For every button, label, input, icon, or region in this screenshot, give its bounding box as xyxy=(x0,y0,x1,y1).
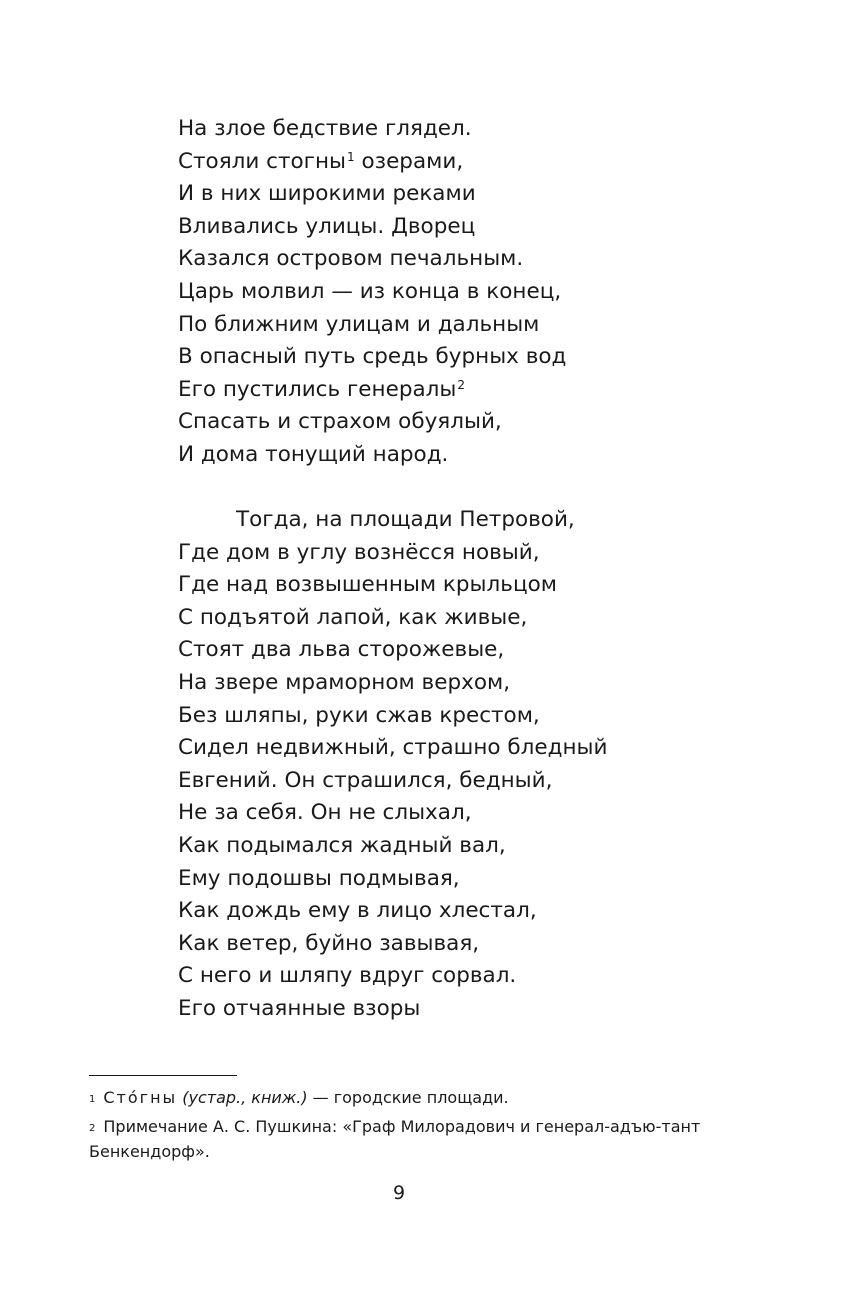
poem-line xyxy=(178,309,566,342)
footnote-1 xyxy=(89,1085,729,1110)
stanza-1 xyxy=(178,113,566,472)
footnote-term: Сто́гны xyxy=(103,1088,178,1107)
footnote-text: — городские площади. xyxy=(307,1088,509,1107)
poem-line xyxy=(178,602,607,635)
poem-line xyxy=(178,960,607,993)
poem-line-text: С подъятой лапой, как живые, xyxy=(178,604,528,630)
footnotes xyxy=(89,1085,729,1168)
poem-line xyxy=(178,797,607,830)
poem-line xyxy=(178,700,607,733)
poem-line-text: Сидел недвижный, страшно бледный xyxy=(178,735,608,761)
poem-line-text: В опасный путь средь бурных вод xyxy=(178,344,567,370)
poem-line-text: Евгений. Он страшился, бедный, xyxy=(178,767,553,793)
poem-line xyxy=(178,732,607,765)
poem-line-text: Тогда, на площади Петровой, xyxy=(236,507,575,532)
footnote-text: Примечание А. С. Пушкина: «Граф Милорадович и генерал-адъю-тант Бенкендорф». xyxy=(89,1117,701,1161)
poem-line xyxy=(178,406,566,439)
poem-line xyxy=(178,537,607,570)
poem-line-text: На звере мраморном верхом, xyxy=(178,669,511,695)
poem-line-text: Как подымался жадный вал, xyxy=(178,832,506,858)
poem-line-text: На злое бедствие глядел. xyxy=(178,116,472,141)
poem-line xyxy=(178,830,607,863)
poem-line xyxy=(178,928,607,961)
poem-line-text: Ему подошвы подмывая, xyxy=(178,865,460,891)
poem-line-text: И дома тонущий народ. xyxy=(178,441,449,467)
poem-line-text: Где над возвышенным крыльцом xyxy=(178,572,557,598)
poem-line-text: Стоят два льва сторожевые, xyxy=(178,637,505,663)
poem-line-text: Спасать и страхом обуялый, xyxy=(178,409,502,435)
poem-line-text: Как ветер, буйно завывая, xyxy=(178,930,480,956)
page-number: 9 xyxy=(392,1182,406,1204)
poem-line xyxy=(178,146,566,179)
footnote-note: (устар., книж.) xyxy=(182,1088,308,1107)
stanza-2 xyxy=(178,504,607,1026)
poem-line-text: С него и шляпу вдруг сорвал. xyxy=(178,963,517,989)
poem-line-text: Его пустились генералы xyxy=(178,376,457,402)
poem-line xyxy=(178,211,566,244)
footnote-number: 2 xyxy=(89,1123,96,1134)
poem-line-text: Как дождь ему в лицо хлестал, xyxy=(178,898,537,924)
poem-line xyxy=(178,634,607,667)
footnote-reference[interactable]: 1 xyxy=(347,149,355,164)
poem-line-text: озерами, xyxy=(354,148,464,174)
poem-line xyxy=(178,439,566,472)
poem-line xyxy=(178,765,607,798)
footnote-reference[interactable]: 2 xyxy=(457,377,465,392)
poem-line xyxy=(178,863,607,896)
poem-line-text: Царь молвил — из конца в конец, xyxy=(178,278,562,304)
poem-line-text: Не за себя. Он не слыхал, xyxy=(178,800,472,826)
poem-line xyxy=(178,178,566,211)
footnote-2 xyxy=(89,1114,729,1164)
poem-line-text: По ближним улицам и дальным xyxy=(178,311,540,337)
poem-line xyxy=(178,504,607,537)
poem-line xyxy=(178,374,566,407)
poem-line xyxy=(178,667,607,700)
poem-line-text: Его отчаянные взоры xyxy=(178,995,421,1021)
poem-line xyxy=(178,113,566,146)
poem-line xyxy=(178,993,607,1026)
poem-line-text: И в них широкими реками xyxy=(178,181,476,207)
poem-line xyxy=(178,569,607,602)
poem-line-text: Где дом в углу вознёсся новый, xyxy=(178,539,540,565)
poem-line-text: Казался островом печальным. xyxy=(178,246,524,272)
poem-line-text: Стояли стогны xyxy=(178,148,347,174)
poem-line xyxy=(178,341,566,374)
footnote-number: 1 xyxy=(89,1094,96,1105)
poem-line xyxy=(178,895,607,928)
poem-line xyxy=(178,276,566,309)
poem-line-text: Вливались улицы. Дворец xyxy=(178,213,476,239)
footnote-divider xyxy=(89,1075,237,1076)
poem-line xyxy=(178,243,566,276)
poem-line-text: Без шляпы, руки сжав крестом, xyxy=(178,702,540,728)
